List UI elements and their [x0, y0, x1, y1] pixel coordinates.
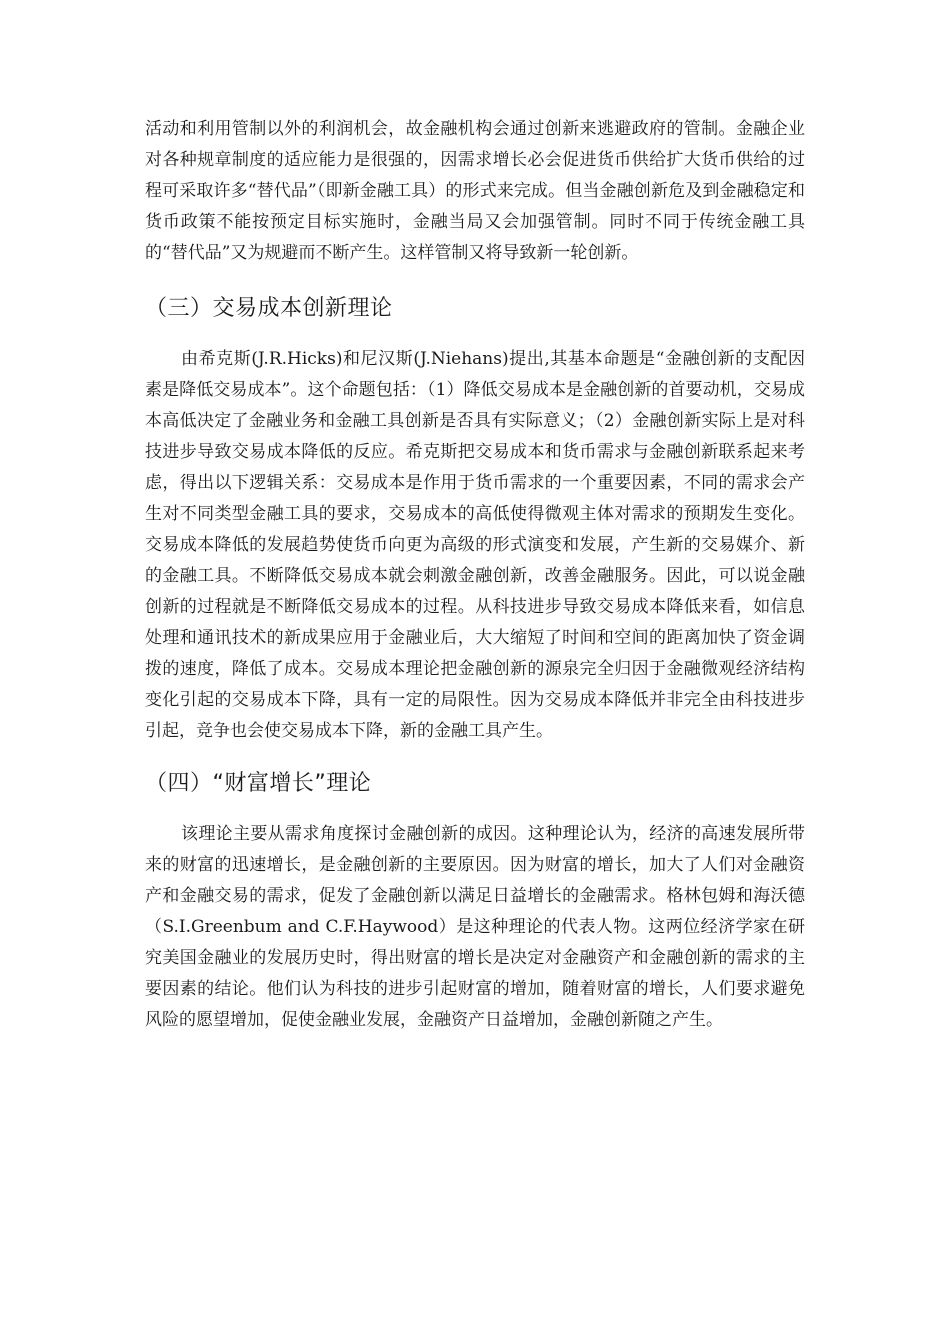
wealth-growth-paragraph: 该理论主要从需求角度探讨金融创新的成因。这种理论认为，经济的高速发展所带来的财富的迅速增长，是金融创新的主要原因。因为财富的增长，加大了人们对金融资产和金融交易的需求，促发了金融创新以满足日益增长的金融需求。格林包姆和海沃德（S.I.Greenbum and C.F.Haywood）是这种理论的代表人物。这两位经济学家在研究美国金融业的发展历史时，得出财富的增长是决定对金融资产和金融创新的需求的主要因素的结论。他们认为科技的进步引起财富的增加，随着财富的增长，人们要求避免风险的愿望增加，促使金融业发展，金融资产日益增加，金融创新随之产生。: [145, 824, 805, 1030]
section-heading-wealth-growth: （四）“财富增长”理论: [145, 771, 372, 796]
intro-paragraph: 活动和利用管制以外的利润机会，故金融机构会通过创新来逃避政府的管制。金融企业对各种规章制度的适应能力是很强的，因需求增长必会促进货币供给扩大货币供给的过程可采取许多“替代品”（即新金融工具）的形式来完成。但当金融创新危及到金融稳定和货币政策不能按预定目标实施时，金融当局又会加强管制。同时不同于传统金融工具的“替代品”又为规避而不断产生。这样管制又将导致新一轮创新。: [145, 119, 805, 263]
section-heading-transaction-cost: （三）交易成本创新理论: [145, 296, 393, 321]
transaction-cost-paragraph: 由希克斯(J.R.Hicks)和尼汉斯(J.Niehans)提出,其基本命题是“金融创新的支配因素是降低交易成本”。这个命题包括：（1）降低交易成本是金融创新的首要动机，交易成本高低决定了金融业务和金融工具创新是否具有实际意义；（2）金融创新实际上是对科技进步导致交易成本降低的反应。希克斯把交易成本和货币需求与金融创新联系起来考虑，得出以下逻辑关系：交易成本是作用于货币需求的一个重要因素，不同的需求会产生对不同类型金融工具的要求，交易成本的高低使得微观主体对需求的预期发生变化。交易成本降低的发展趋势使货币向更为高级的形式演变和发展，产生新的交易媒介、新的金融工具。不断降低交易成本就会刺激金融创新，改善金融服务。因此，可以说金融创新的过程就是不断降低交易成本的过程。从科技进步导致交易成本降低来看，如信息处理和通讯技术的新成果应用于金融业后，大大缩短了时间和空间的距离加快了资金调拨的速度，降低了成本。交易成本理论把金融创新的源泉完全归因于金融微观经济结构变化引起的交易成本下降，具有一定的局限性。因为交易成本降低并非完全由科技进步引起，竞争也会使交易成本下降，新的金融工具产生。: [145, 349, 805, 741]
document-page: [145, 114, 805, 1036]
